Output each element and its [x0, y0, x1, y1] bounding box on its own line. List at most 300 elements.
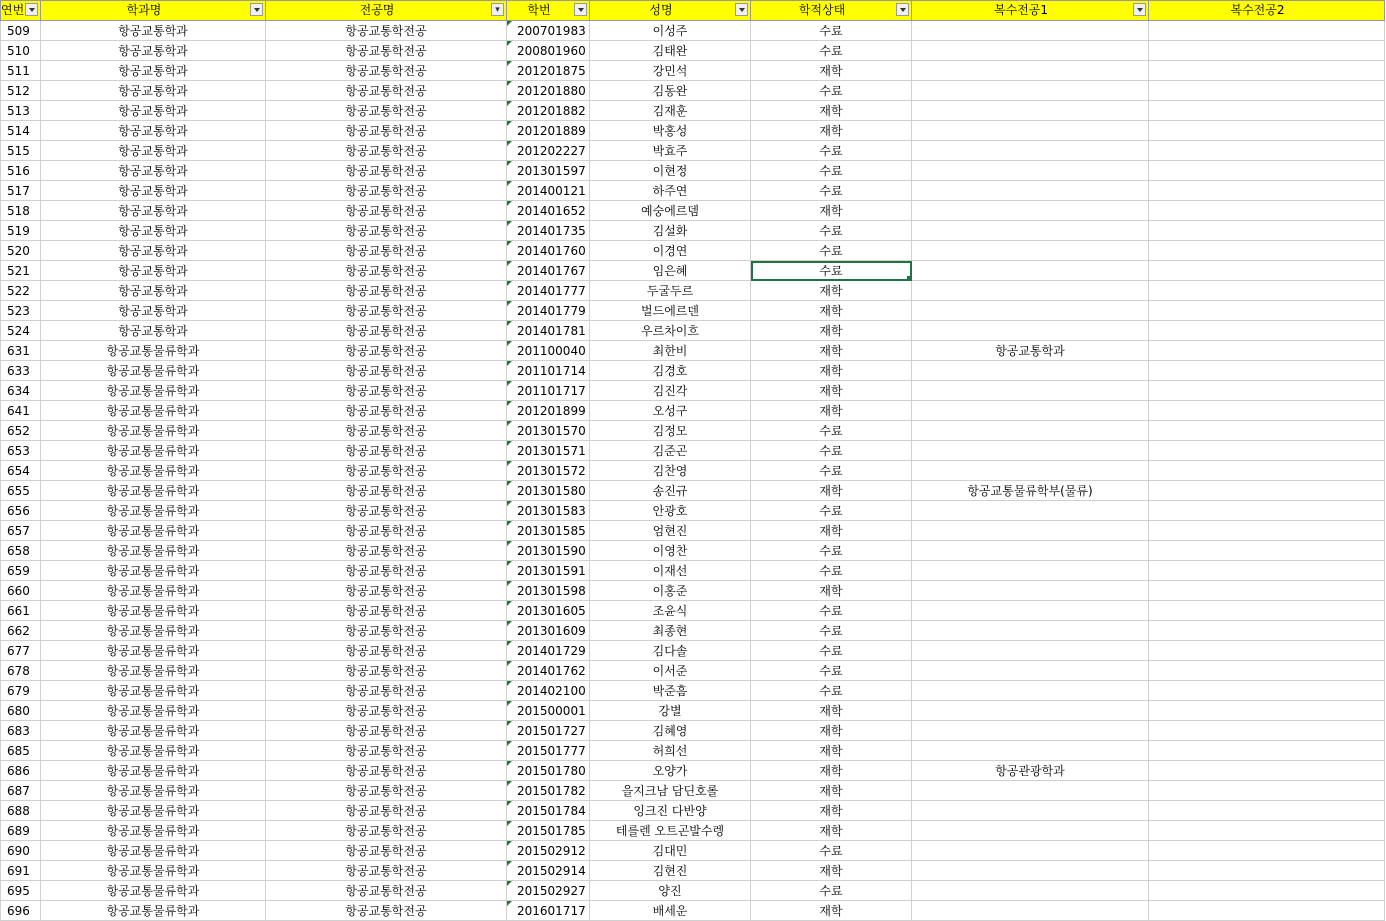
cell-double-major-1[interactable]	[912, 441, 1149, 461]
cell-status[interactable]: 재학	[751, 741, 912, 761]
cell-index[interactable]: 685	[1, 741, 41, 761]
cell-double-major-1[interactable]	[912, 221, 1149, 241]
cell-student-id[interactable]: 201401729	[507, 641, 590, 661]
cell-double-major-1[interactable]	[912, 41, 1149, 61]
cell-name[interactable]: 김태완	[590, 41, 751, 61]
cell-index[interactable]: 683	[1, 721, 41, 741]
cell-major[interactable]: 항공교통학전공	[266, 681, 507, 701]
cell-name[interactable]: 양진	[590, 881, 751, 901]
cell-index[interactable]: 679	[1, 681, 41, 701]
cell-double-major-2[interactable]	[1149, 241, 1385, 261]
cell-major[interactable]: 항공교통학전공	[266, 281, 507, 301]
cell-double-major-1[interactable]	[912, 581, 1149, 601]
cell-index[interactable]: 656	[1, 501, 41, 521]
cell-department[interactable]: 항공교통물류학과	[41, 361, 266, 381]
cell-student-id[interactable]: 201202227	[507, 141, 590, 161]
cell-double-major-1[interactable]	[912, 781, 1149, 801]
cell-double-major-2[interactable]	[1149, 781, 1385, 801]
cell-name[interactable]: 임은혜	[590, 261, 751, 281]
cell-double-major-2[interactable]	[1149, 321, 1385, 341]
cell-student-id[interactable]: 201301585	[507, 521, 590, 541]
cell-major[interactable]: 항공교통학전공	[266, 821, 507, 841]
cell-student-id[interactable]: 201401777	[507, 281, 590, 301]
cell-index[interactable]: 659	[1, 561, 41, 581]
cell-double-major-2[interactable]	[1149, 81, 1385, 101]
cell-department[interactable]: 항공교통물류학과	[41, 661, 266, 681]
cell-double-major-2[interactable]	[1149, 381, 1385, 401]
cell-department[interactable]: 항공교통물류학과	[41, 841, 266, 861]
cell-name[interactable]: 이홍준	[590, 581, 751, 601]
cell-status[interactable]: 재학	[751, 381, 912, 401]
cell-department[interactable]: 항공교통물류학과	[41, 481, 266, 501]
cell-student-id[interactable]: 201201889	[507, 121, 590, 141]
cell-status[interactable]: 재학	[751, 701, 912, 721]
cell-index[interactable]: 515	[1, 141, 41, 161]
cell-department[interactable]: 항공교통물류학과	[41, 641, 266, 661]
cell-student-id[interactable]: 201501780	[507, 761, 590, 781]
cell-major[interactable]: 항공교통학전공	[266, 21, 507, 41]
cell-name[interactable]: 조윤식	[590, 601, 751, 621]
cell-double-major-1[interactable]	[912, 501, 1149, 521]
cell-status[interactable]: 재학	[751, 321, 912, 341]
cell-status[interactable]: 재학	[751, 901, 912, 921]
cell-status[interactable]: 재학	[751, 481, 912, 501]
cell-major[interactable]: 항공교통학전공	[266, 221, 507, 241]
cell-double-major-1[interactable]	[912, 601, 1149, 621]
cell-double-major-2[interactable]	[1149, 341, 1385, 361]
cell-double-major-2[interactable]	[1149, 281, 1385, 301]
cell-department[interactable]: 항공교통학과	[41, 261, 266, 281]
cell-student-id[interactable]: 201201882	[507, 101, 590, 121]
cell-name[interactable]: 김혜영	[590, 721, 751, 741]
cell-double-major-1[interactable]	[912, 561, 1149, 581]
cell-major[interactable]: 항공교통학전공	[266, 301, 507, 321]
cell-double-major-2[interactable]	[1149, 761, 1385, 781]
cell-double-major-1[interactable]	[912, 141, 1149, 161]
cell-name[interactable]: 이재선	[590, 561, 751, 581]
filter-active-icon[interactable]: ▾	[491, 3, 504, 16]
cell-index[interactable]: 523	[1, 301, 41, 321]
cell-student-id[interactable]: 201301598	[507, 581, 590, 601]
cell-department[interactable]: 항공교통학과	[41, 121, 266, 141]
cell-status[interactable]: 수료	[751, 161, 912, 181]
cell-department[interactable]: 항공교통물류학과	[41, 561, 266, 581]
cell-name[interactable]: 을지크남 담딘호롤	[590, 781, 751, 801]
cell-major[interactable]: 항공교통학전공	[266, 641, 507, 661]
cell-department[interactable]: 항공교통물류학과	[41, 681, 266, 701]
cell-status[interactable]: 재학	[751, 401, 912, 421]
cell-student-id[interactable]: 201402100	[507, 681, 590, 701]
cell-major[interactable]: 항공교통학전공	[266, 481, 507, 501]
cell-department[interactable]: 항공교통물류학과	[41, 421, 266, 441]
cell-student-id[interactable]: 201501782	[507, 781, 590, 801]
cell-major[interactable]: 항공교통학전공	[266, 861, 507, 881]
cell-department[interactable]: 항공교통물류학과	[41, 721, 266, 741]
cell-major[interactable]: 항공교통학전공	[266, 61, 507, 81]
cell-double-major-2[interactable]	[1149, 301, 1385, 321]
cell-status[interactable]: 재학	[751, 341, 912, 361]
cell-double-major-1[interactable]	[912, 621, 1149, 641]
cell-index[interactable]: 654	[1, 461, 41, 481]
cell-status[interactable]: 수료	[751, 41, 912, 61]
cell-student-id[interactable]: 201401760	[507, 241, 590, 261]
cell-major[interactable]: 항공교통학전공	[266, 381, 507, 401]
cell-status[interactable]: 수료	[751, 141, 912, 161]
cell-double-major-1[interactable]	[912, 521, 1149, 541]
cell-double-major-2[interactable]	[1149, 741, 1385, 761]
cell-name[interactable]: 김대민	[590, 841, 751, 861]
cell-double-major-1[interactable]	[912, 181, 1149, 201]
cell-name[interactable]: 이현정	[590, 161, 751, 181]
cell-student-id[interactable]: 201301597	[507, 161, 590, 181]
cell-double-major-2[interactable]	[1149, 721, 1385, 741]
cell-major[interactable]: 항공교통학전공	[266, 901, 507, 921]
cell-department[interactable]: 항공교통물류학과	[41, 341, 266, 361]
cell-student-id[interactable]: 201301571	[507, 441, 590, 461]
cell-double-major-1[interactable]: 항공교통물류학부(물류)	[912, 481, 1149, 501]
cell-department[interactable]: 항공교통물류학과	[41, 801, 266, 821]
cell-double-major-1[interactable]	[912, 161, 1149, 181]
cell-double-major-1[interactable]	[912, 661, 1149, 681]
cell-index[interactable]: 696	[1, 901, 41, 921]
cell-double-major-1[interactable]	[912, 901, 1149, 921]
cell-index[interactable]: 657	[1, 521, 41, 541]
cell-status[interactable]: 수료	[751, 81, 912, 101]
cell-department[interactable]: 항공교통물류학과	[41, 621, 266, 641]
cell-major[interactable]: 항공교통학전공	[266, 261, 507, 281]
cell-student-id[interactable]: 201501777	[507, 741, 590, 761]
cell-double-major-1[interactable]	[912, 541, 1149, 561]
cell-name[interactable]: 김재훈	[590, 101, 751, 121]
cell-index[interactable]: 521	[1, 261, 41, 281]
cell-status[interactable]: 재학	[751, 101, 912, 121]
cell-index[interactable]: 652	[1, 421, 41, 441]
cell-index[interactable]: 661	[1, 601, 41, 621]
cell-name[interactable]: 강민석	[590, 61, 751, 81]
cell-name[interactable]: 김경호	[590, 361, 751, 381]
cell-double-major-2[interactable]	[1149, 421, 1385, 441]
cell-major[interactable]: 항공교통학전공	[266, 321, 507, 341]
cell-department[interactable]: 항공교통물류학과	[41, 401, 266, 421]
cell-student-id[interactable]: 201500001	[507, 701, 590, 721]
cell-index[interactable]: 686	[1, 761, 41, 781]
cell-index[interactable]: 512	[1, 81, 41, 101]
cell-name[interactable]: 예숭에르뎀	[590, 201, 751, 221]
cell-status[interactable]: 재학	[751, 301, 912, 321]
cell-double-major-2[interactable]	[1149, 581, 1385, 601]
cell-student-id[interactable]: 201301605	[507, 601, 590, 621]
filter-dropdown-icon[interactable]	[735, 3, 748, 16]
cell-student-id[interactable]: 201501784	[507, 801, 590, 821]
cell-department[interactable]: 항공교통물류학과	[41, 901, 266, 921]
cell-name[interactable]: 최종현	[590, 621, 751, 641]
cell-student-id[interactable]: 201502914	[507, 861, 590, 881]
cell-index[interactable]: 691	[1, 861, 41, 881]
cell-status[interactable]: 수료	[751, 21, 912, 41]
cell-name[interactable]: 김찬영	[590, 461, 751, 481]
cell-student-id[interactable]: 201101714	[507, 361, 590, 381]
filter-dropdown-icon[interactable]	[1133, 3, 1146, 16]
cell-double-major-2[interactable]	[1149, 881, 1385, 901]
cell-major[interactable]: 항공교통학전공	[266, 141, 507, 161]
cell-major[interactable]: 항공교통학전공	[266, 581, 507, 601]
cell-department[interactable]: 항공교통학과	[41, 21, 266, 41]
cell-department[interactable]: 항공교통물류학과	[41, 881, 266, 901]
cell-double-major-1[interactable]	[912, 421, 1149, 441]
cell-double-major-1[interactable]	[912, 821, 1149, 841]
cell-double-major-2[interactable]	[1149, 821, 1385, 841]
cell-double-major-2[interactable]	[1149, 601, 1385, 621]
cell-status[interactable]: 수료	[751, 561, 912, 581]
cell-student-id[interactable]: 201301580	[507, 481, 590, 501]
cell-department[interactable]: 항공교통물류학과	[41, 381, 266, 401]
cell-major[interactable]: 항공교통학전공	[266, 561, 507, 581]
cell-department[interactable]: 항공교통학과	[41, 81, 266, 101]
cell-index[interactable]: 680	[1, 701, 41, 721]
cell-status[interactable]: 재학	[751, 581, 912, 601]
cell-student-id[interactable]: 201301583	[507, 501, 590, 521]
cell-index[interactable]: 689	[1, 821, 41, 841]
cell-department[interactable]: 항공교통학과	[41, 201, 266, 221]
cell-name[interactable]: 테를렌 오트곤발수렝	[590, 821, 751, 841]
cell-index[interactable]: 653	[1, 441, 41, 461]
filter-dropdown-icon[interactable]	[896, 3, 909, 16]
cell-index[interactable]: 518	[1, 201, 41, 221]
filter-dropdown-icon[interactable]	[25, 3, 38, 16]
cell-status[interactable]: 재학	[751, 361, 912, 381]
cell-double-major-2[interactable]	[1149, 621, 1385, 641]
cell-double-major-1[interactable]	[912, 21, 1149, 41]
cell-status[interactable]: 재학	[751, 861, 912, 881]
cell-major[interactable]: 항공교통학전공	[266, 701, 507, 721]
cell-department[interactable]: 항공교통물류학과	[41, 581, 266, 601]
cell-student-id[interactable]: 201201899	[507, 401, 590, 421]
cell-status[interactable]: 수료	[751, 421, 912, 441]
cell-major[interactable]: 항공교통학전공	[266, 461, 507, 481]
cell-student-id[interactable]: 201301609	[507, 621, 590, 641]
cell-name[interactable]: 배세운	[590, 901, 751, 921]
cell-student-id[interactable]: 201401781	[507, 321, 590, 341]
cell-status[interactable]: 수료	[751, 441, 912, 461]
cell-student-id[interactable]: 200701983	[507, 21, 590, 41]
cell-double-major-1[interactable]	[912, 801, 1149, 821]
cell-index[interactable]: 662	[1, 621, 41, 641]
cell-double-major-2[interactable]	[1149, 201, 1385, 221]
cell-major[interactable]: 항공교통학전공	[266, 361, 507, 381]
cell-department[interactable]: 항공교통물류학과	[41, 601, 266, 621]
cell-status[interactable]: 재학	[751, 801, 912, 821]
cell-double-major-2[interactable]	[1149, 221, 1385, 241]
cell-major[interactable]: 항공교통학전공	[266, 341, 507, 361]
cell-status[interactable]: 재학	[751, 521, 912, 541]
cell-double-major-1[interactable]	[912, 361, 1149, 381]
cell-index[interactable]: 631	[1, 341, 41, 361]
cell-name[interactable]: 허희선	[590, 741, 751, 761]
cell-double-major-2[interactable]	[1149, 661, 1385, 681]
cell-index[interactable]: 633	[1, 361, 41, 381]
cell-status[interactable]: 수료	[751, 841, 912, 861]
cell-name[interactable]: 엄현진	[590, 521, 751, 541]
cell-index[interactable]: 519	[1, 221, 41, 241]
cell-index[interactable]: 511	[1, 61, 41, 81]
cell-double-major-2[interactable]	[1149, 541, 1385, 561]
cell-student-id[interactable]: 201101717	[507, 381, 590, 401]
cell-index[interactable]: 660	[1, 581, 41, 601]
cell-index[interactable]: 655	[1, 481, 41, 501]
cell-double-major-2[interactable]	[1149, 161, 1385, 181]
cell-major[interactable]: 항공교통학전공	[266, 81, 507, 101]
cell-student-id[interactable]: 201501727	[507, 721, 590, 741]
cell-double-major-1[interactable]	[912, 741, 1149, 761]
cell-name[interactable]: 박효주	[590, 141, 751, 161]
cell-name[interactable]: 벌드에르덴	[590, 301, 751, 321]
cell-major[interactable]: 항공교통학전공	[266, 721, 507, 741]
cell-name[interactable]: 김정모	[590, 421, 751, 441]
cell-status[interactable]: 수료	[751, 541, 912, 561]
cell-double-major-1[interactable]	[912, 401, 1149, 421]
cell-major[interactable]: 항공교통학전공	[266, 621, 507, 641]
cell-major[interactable]: 항공교통학전공	[266, 201, 507, 221]
cell-status[interactable]: 수료	[751, 461, 912, 481]
cell-index[interactable]: 690	[1, 841, 41, 861]
cell-department[interactable]: 항공교통학과	[41, 221, 266, 241]
cell-name[interactable]: 우르차이흐	[590, 321, 751, 341]
cell-major[interactable]: 항공교통학전공	[266, 501, 507, 521]
cell-name[interactable]: 김설화	[590, 221, 751, 241]
cell-name[interactable]: 박준흠	[590, 681, 751, 701]
cell-name[interactable]: 김다솔	[590, 641, 751, 661]
cell-double-major-1[interactable]	[912, 61, 1149, 81]
cell-major[interactable]: 항공교통학전공	[266, 541, 507, 561]
cell-index[interactable]: 641	[1, 401, 41, 421]
cell-double-major-2[interactable]	[1149, 901, 1385, 921]
cell-double-major-2[interactable]	[1149, 561, 1385, 581]
cell-status[interactable]: 수료	[751, 661, 912, 681]
cell-double-major-2[interactable]	[1149, 501, 1385, 521]
cell-status[interactable]: 재학	[751, 721, 912, 741]
cell-status[interactable]: 수료	[751, 181, 912, 201]
cell-student-id[interactable]: 201301570	[507, 421, 590, 441]
cell-double-major-1[interactable]	[912, 241, 1149, 261]
fill-handle[interactable]	[907, 276, 912, 281]
cell-department[interactable]: 항공교통물류학과	[41, 741, 266, 761]
cell-index[interactable]: 634	[1, 381, 41, 401]
cell-index[interactable]: 517	[1, 181, 41, 201]
cell-index[interactable]: 510	[1, 41, 41, 61]
cell-status[interactable]: 재학	[751, 121, 912, 141]
cell-name[interactable]: 김진각	[590, 381, 751, 401]
cell-index[interactable]: 678	[1, 661, 41, 681]
cell-name[interactable]: 오성구	[590, 401, 751, 421]
cell-double-major-1[interactable]	[912, 201, 1149, 221]
cell-major[interactable]: 항공교통학전공	[266, 441, 507, 461]
cell-status[interactable]: 수료	[751, 881, 912, 901]
cell-double-major-1[interactable]	[912, 701, 1149, 721]
cell-department[interactable]: 항공교통학과	[41, 161, 266, 181]
cell-status[interactable]: 수료	[751, 641, 912, 661]
cell-status[interactable]: 재학	[751, 281, 912, 301]
cell-department[interactable]: 항공교통물류학과	[41, 821, 266, 841]
cell-name[interactable]: 이경연	[590, 241, 751, 261]
cell-student-id[interactable]: 201401779	[507, 301, 590, 321]
cell-major[interactable]: 항공교통학전공	[266, 161, 507, 181]
cell-double-major-1[interactable]	[912, 121, 1149, 141]
cell-double-major-1[interactable]	[912, 641, 1149, 661]
cell-status[interactable]: 수료	[751, 241, 912, 261]
cell-name[interactable]: 잉크진 다반양	[590, 801, 751, 821]
cell-major[interactable]: 항공교통학전공	[266, 801, 507, 821]
cell-name[interactable]: 김준곤	[590, 441, 751, 461]
cell-name[interactable]: 송진규	[590, 481, 751, 501]
cell-department[interactable]: 항공교통물류학과	[41, 461, 266, 481]
cell-status[interactable]: 재학	[751, 761, 912, 781]
cell-major[interactable]: 항공교통학전공	[266, 781, 507, 801]
cell-major[interactable]: 항공교통학전공	[266, 521, 507, 541]
cell-double-major-1[interactable]	[912, 261, 1149, 281]
cell-status[interactable]: 수료	[751, 221, 912, 241]
cell-major[interactable]: 항공교통학전공	[266, 41, 507, 61]
cell-double-major-1[interactable]	[912, 281, 1149, 301]
cell-index[interactable]: 658	[1, 541, 41, 561]
cell-student-id[interactable]: 201601717	[507, 901, 590, 921]
cell-double-major-1[interactable]: 항공교통학과	[912, 341, 1149, 361]
cell-department[interactable]: 항공교통물류학과	[41, 521, 266, 541]
cell-double-major-2[interactable]	[1149, 681, 1385, 701]
cell-index[interactable]: 522	[1, 281, 41, 301]
cell-name[interactable]: 두굴두르	[590, 281, 751, 301]
cell-department[interactable]: 항공교통학과	[41, 181, 266, 201]
cell-status[interactable]: 수료	[751, 621, 912, 641]
cell-index[interactable]: 677	[1, 641, 41, 661]
cell-department[interactable]: 항공교통학과	[41, 61, 266, 81]
cell-department[interactable]: 항공교통학과	[41, 301, 266, 321]
cell-name[interactable]: 이성주	[590, 21, 751, 41]
cell-department[interactable]: 항공교통물류학과	[41, 501, 266, 521]
cell-double-major-2[interactable]	[1149, 521, 1385, 541]
cell-double-major-1[interactable]	[912, 461, 1149, 481]
cell-double-major-2[interactable]	[1149, 141, 1385, 161]
cell-student-id[interactable]: 201502912	[507, 841, 590, 861]
cell-double-major-2[interactable]	[1149, 121, 1385, 141]
cell-department[interactable]: 항공교통물류학과	[41, 781, 266, 801]
cell-student-id[interactable]: 201301590	[507, 541, 590, 561]
cell-major[interactable]: 항공교통학전공	[266, 401, 507, 421]
cell-index[interactable]: 687	[1, 781, 41, 801]
cell-student-id[interactable]: 201201875	[507, 61, 590, 81]
cell-double-major-2[interactable]	[1149, 361, 1385, 381]
cell-department[interactable]: 항공교통물류학과	[41, 701, 266, 721]
cell-student-id[interactable]: 201400121	[507, 181, 590, 201]
cell-name[interactable]: 이영찬	[590, 541, 751, 561]
cell-double-major-1[interactable]	[912, 681, 1149, 701]
cell-double-major-2[interactable]	[1149, 261, 1385, 281]
cell-index[interactable]: 516	[1, 161, 41, 181]
cell-major[interactable]: 항공교통학전공	[266, 841, 507, 861]
cell-department[interactable]: 항공교통물류학과	[41, 541, 266, 561]
cell-index[interactable]: 688	[1, 801, 41, 821]
cell-status[interactable]: 수료	[751, 601, 912, 621]
cell-name[interactable]: 오양가	[590, 761, 751, 781]
cell-double-major-2[interactable]	[1149, 841, 1385, 861]
cell-major[interactable]: 항공교통학전공	[266, 421, 507, 441]
cell-double-major-2[interactable]	[1149, 101, 1385, 121]
cell-index[interactable]: 520	[1, 241, 41, 261]
cell-major[interactable]: 항공교통학전공	[266, 661, 507, 681]
cell-double-major-1[interactable]	[912, 721, 1149, 741]
cell-name[interactable]: 김동완	[590, 81, 751, 101]
cell-student-id[interactable]: 201301591	[507, 561, 590, 581]
cell-student-id[interactable]: 201401762	[507, 661, 590, 681]
